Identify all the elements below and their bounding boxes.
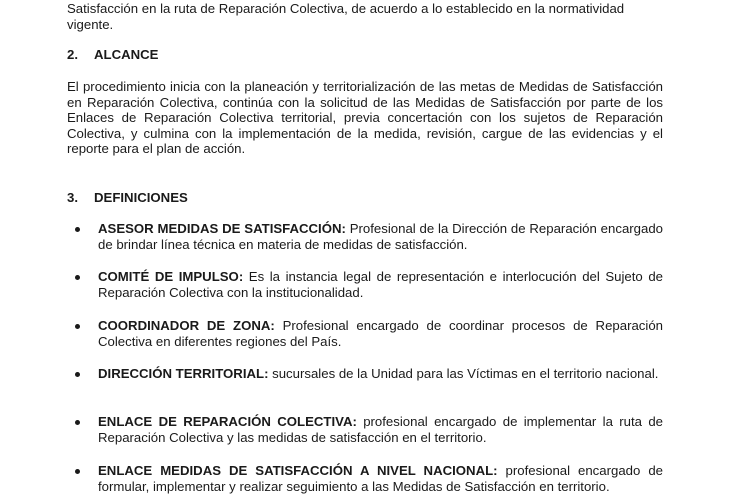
definition-body: Profesional encargado de coordinar procesos de Reparación Colectiva en diferentes regiones del País. [98,318,663,349]
section-heading-alcance [67,47,158,63]
definition-text [98,463,663,495]
definition-body: sucursales de la Unidad para las Víctimas en el territorio nacional. [268,366,659,381]
intro-tail-line1: Satisfacción en la ruta de Reparación Colectiva, de acuerdo a lo establecido en la normatividad [67,1,625,16]
definition-body: Es la instancia legal de representación e interlocución del Sujeto de Reparación Colectiva con la institucionalidad. [98,269,663,300]
section-title: DEFINICIONES [94,190,188,205]
bullet-icon [75,227,80,232]
section-heading-definiciones [67,190,188,206]
definition-term: DIRECCIÓN TERRITORIAL: [98,366,269,381]
section-number: 2. [67,47,78,62]
definition-term: ENLACE DE REPARACIÓN COLECTIVA: [98,414,357,429]
intro-tail-paragraph [67,1,663,33]
definition-term: COORDINADOR DE ZONA: [98,318,275,333]
bullet-icon [75,469,80,474]
definition-text [98,366,663,382]
definition-text [98,269,663,301]
alcance-paragraph: El procedimiento inicia con la planeación y territorialización de las metas de Medidas de Satisfacción en Reparación Colectiva, continúa con la solicitud de las Medidas de Satisfacción por parte de los Enlaces de Reparación Colectiva territorial, previa concertación con los sujetos de Reparación Colectiva, y culmina con la implementación de la medida, revisión, cargue de las evidencias y el reporte para el plan de acción. [67,79,663,157]
definition-text [98,318,663,350]
bullet-icon [75,420,80,425]
section-title: ALCANCE [94,47,159,62]
section-number: 3. [67,190,78,205]
definition-text [98,414,663,446]
definition-body: Profesional de la Dirección de Reparación encargado de brindar línea técnica en materia de medidas de satisfacción. [98,221,664,252]
bullet-icon [75,372,80,377]
definition-term: COMITÉ DE IMPULSO: [98,269,244,284]
definition-body: profesional encargado de implementar la ruta de Reparación Colectiva y las medidas de satisfacción en el territorio. [98,414,663,445]
definition-body: profesional encargado de formular, implementar y realizar seguimiento a las Medidas de Satisfacción en territorio. [98,463,663,494]
definition-term: ASESOR MEDIDAS DE SATISFACCIÓN: [98,221,346,236]
intro-tail-line2: vigente. [67,17,114,32]
bullet-icon [75,275,80,280]
bullet-icon [75,324,80,329]
definition-term: ENLACE MEDIDAS DE SATISFACCIÓN A NIVEL NACIONAL: [98,463,498,478]
definition-text [98,221,663,253]
